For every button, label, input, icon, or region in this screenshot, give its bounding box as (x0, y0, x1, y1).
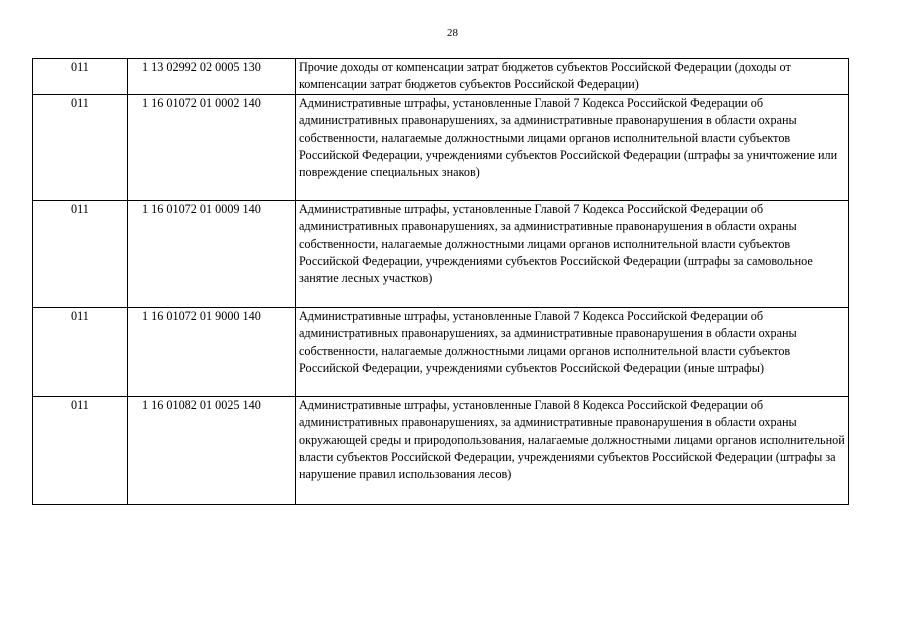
admin-code-cell: 011 (33, 308, 128, 397)
kbk-code-cell: 1 16 01082 01 0025 140 (128, 397, 296, 505)
table-row (33, 95, 849, 201)
kbk-code-cell: 1 16 01072 01 0002 140 (128, 95, 296, 201)
admin-code-cell: 011 (33, 201, 128, 308)
kbk-code-cell: 1 16 01072 01 0009 140 (128, 201, 296, 308)
description-cell: Административные штрафы, установленные Главой 7 Кодекса Российской Федерации об административных правонарушениях, за административные правонарушения в области охраны собственности, налагаемые должностными лицами органов исполнительной власти субъектов Российской Федерации, учреждениями субъектов Российской Федерации (иные штрафы) (296, 308, 849, 397)
description-cell: Административные штрафы, установленные Главой 7 Кодекса Российской Федерации об административных правонарушениях, за административные правонарушения в области охраны собственности, налагаемые должностными лицами органов исполнительной власти субъектов Российской Федерации, учреждениями субъектов Российской Федерации (штрафы за уничтожение или повреждение специальных знаков) (296, 95, 849, 201)
table-row (33, 397, 849, 505)
admin-code-cell: 011 (33, 59, 128, 95)
table-row (33, 308, 849, 397)
table-row (33, 59, 849, 95)
revenue-codes-table (32, 58, 849, 505)
description-cell: Административные штрафы, установленные Главой 7 Кодекса Российской Федерации об административных правонарушениях, за административные правонарушения в области охраны собственности, налагаемые должностными лицами органов исполнительной власти субъектов Российской Федерации, учреждениями субъектов Российской Федерации (штрафы за самовольное занятие лесных участков) (296, 201, 849, 308)
description-cell: Прочие доходы от компенсации затрат бюджетов субъектов Российской Федерации (доходы от компенсации затрат бюджетов субъектов Российской Федерации) (296, 59, 849, 95)
kbk-code-cell: 1 13 02992 02 0005 130 (128, 59, 296, 95)
kbk-code-cell: 1 16 01072 01 9000 140 (128, 308, 296, 397)
page-number: 28 (447, 27, 458, 39)
table-row (33, 201, 849, 308)
description-cell: Административные штрафы, установленные Главой 8 Кодекса Российской Федерации об административных правонарушениях, за административные правонарушения в области охраны окружающей среды и природопользования, налагаемые должностными лицами органов исполнительной власти субъектов Российской Федерации, учреждениями субъектов Российской Федерации (штрафы за нарушение правил использования лесов) (296, 397, 849, 505)
admin-code-cell: 011 (33, 397, 128, 505)
admin-code-cell: 011 (33, 95, 128, 201)
